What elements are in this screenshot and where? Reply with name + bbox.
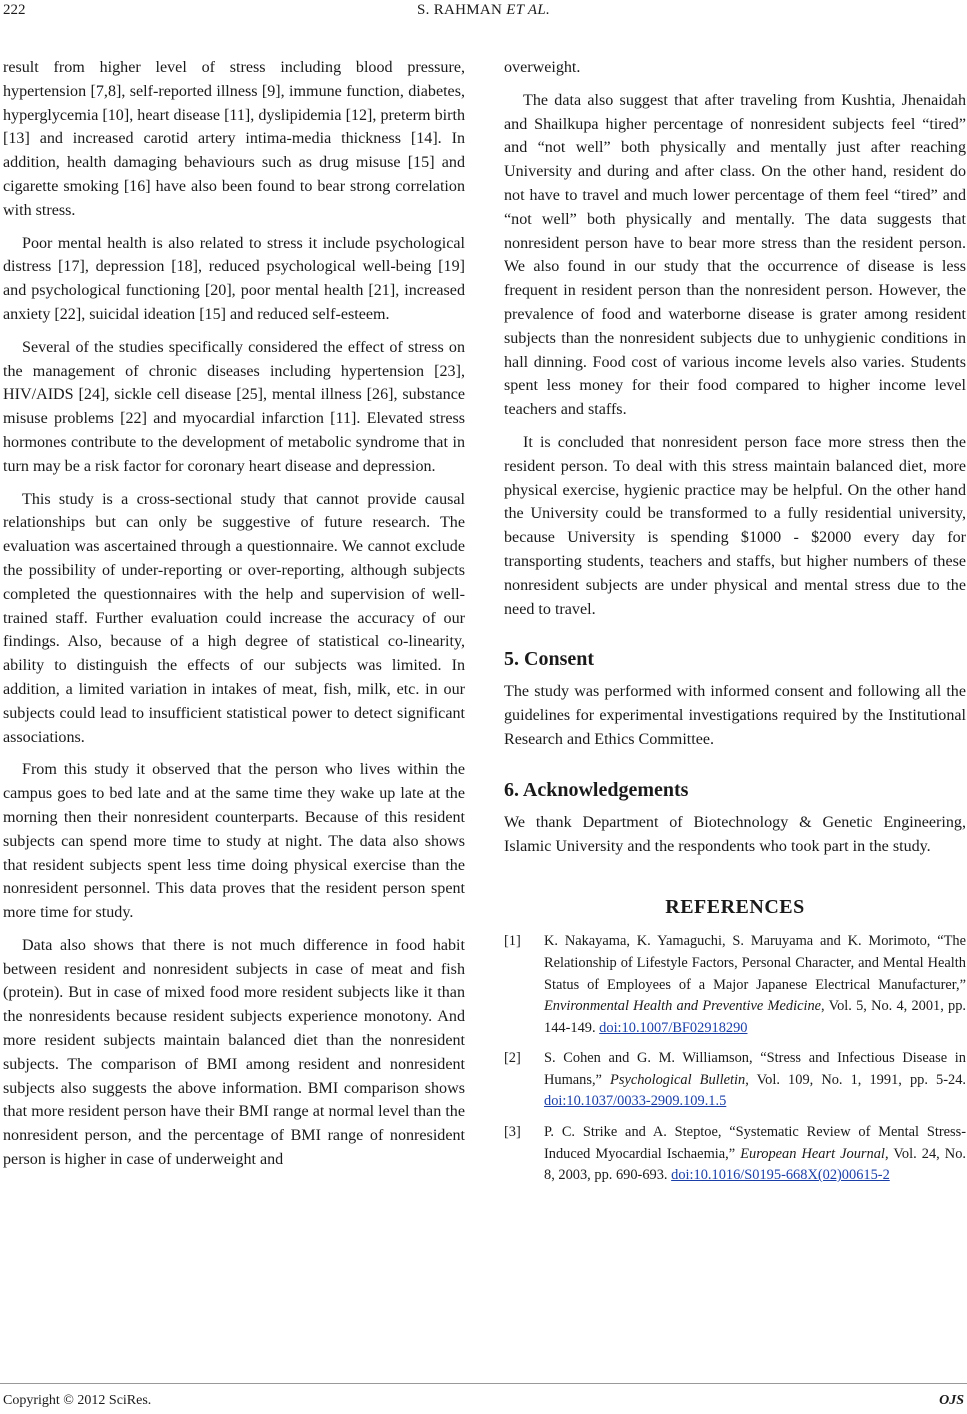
doi-link[interactable]: doi:10.1007/BF02918290 [599, 1019, 748, 1036]
reference-item [504, 931, 966, 1039]
reference-item [504, 1122, 966, 1187]
body-paragraph: Several of the studies specifically considered the effect of stress on the management of chronic diseases including hypertension [23], HIV/AIDS [24], sickle cell disease [25], mental illness [26], substance misuse problems [22] and myocardial infarction [11]. Elevated stress hormones contribute to the development of metabolic syndrome that in turn may be a risk factor for coronary heart disease and depression. [3, 338, 465, 475]
reference-text [544, 1122, 966, 1187]
body-paragraph: result from higher level of stress including blood pressure, hypertension [7,8], self-reported illness [9], immune function, diabetes, hyperglycemia [10], heart disease [11], dyslipidemia [12], preterm birth [13] and increased carotid artery intima-media thickness [14]. In addition, health damaging behaviours such as drug misuse [15] and cigarette smoking [16] have also been found to bear strong correlation with stress. [3, 59, 465, 219]
reference-authors-title: K. Nakayama, K. Yamaguchi, S. Maruyama and K. Morimoto, “The Relationship of Lifestyle Factors, Personal Character, and Mental Health Status of Employees of a Major Japanese Electrical Manufacturer,” [544, 933, 966, 993]
reference-authors-title: S. Cohen and G. M. Williamson, “Stress and Infectious Disease in Humans,” [544, 1050, 966, 1088]
reference-journal: Environmental Health and Preventive Medicine [544, 998, 822, 1015]
body-paragraph: This study is a cross-sectional study that cannot provide causal relationships but can only be suggestive of future research. The evaluation was ascertained through a questionnaire. We cannot exclude the possibility of under-reporting or over-reporting, although subjects completed the questionnaires with the help and supervision of well-trained staff. Further evaluation could increase the accuracy of our findings. Also, because of a high degree of statistical co-linearity, ability to distinguish the effects of our subjects was limited. In addition, a limited variation in intakes of meat, fish, milk, etc. in our subjects could lead to insufficient statistical power to detect significant associations. [3, 490, 465, 746]
body-paragraph: Poor mental health is also related to stress it include psychological distress [17], depression [18], reduced psychological well-being [19] and psychological functioning [20], poor mental health [21], increased anxiety [22], suicidal ideation [15] and reduced self-esteem. [3, 234, 465, 323]
body-paragraph: It is concluded that nonresident person face more stress then the resident person. To deal with this stress maintain balanced diet, more physical exercise, hygienic practice may be helpful. On the other hand the University could be transformed to a fully residential university, because University is spending $1000 - $2000 every day for transporting students, teachers and staffs, but higher numbers of these nonresident subjects are under physical and mental stress due to the need to travel. [504, 433, 966, 618]
acknowledgements-paragraph: We thank Department of Biotechnology & Genetic Engineering, Islamic University and the respondents who took part in the study. [504, 813, 966, 855]
reference-authors-title: P. C. Strike and A. Steptoe, “Systematic Review of Mental Stress-Induced Myocardial Ischaemia,” [544, 1124, 966, 1162]
reference-journal: European Heart Journal [740, 1145, 885, 1162]
body-paragraph: The data also suggest that after traveling from Kushtia, Jhenaidah and Shailkupa higher percentage of nonresident subjects feel “tired” and “not well” both physically and mentally just after reaching University and during and after class. On the other hand, resident do not have to travel and much lower percentage of them feel “tired” and “not well” both physically and mentally. The data suggests that nonresident person have to bear more stress than the resident person. We also found in our study that the occurrence of disease is less frequent in resident person than the nonresident person. However, the prevalence of food and waterborne disease is grater among resident subjects than the nonresident subjects due to unhygienic conditions in hall dinning. Food cost of various income levels also varies. Students spent less money for their food compared to higher income level teachers and staffs. [504, 91, 966, 419]
copyright-notice: Copyright © 2012 SciRes. [3, 1393, 152, 1408]
reference-details: , Vol. 24, No. 8, 2003, pp. 690-693. [544, 1145, 966, 1184]
reference-text [544, 1048, 966, 1113]
doi-link[interactable]: doi:10.1016/S0195-668X(02)00615-2 [671, 1167, 890, 1184]
running-head-author: S. RAHMAN [416, 2, 503, 18]
reference-journal: Psychological Bulletin [610, 1071, 746, 1088]
reference-details: , Vol. 109, No. 1, 1991, pp. 5-24. [745, 1071, 966, 1088]
running-head [0, 2, 967, 19]
reference-number: [3] [504, 1124, 521, 1141]
consent-paragraph: The study was performed with informed consent and following all the guidelines for experimental investigations required by the Institutional Research and Ethics Committee. [504, 683, 966, 748]
acknowledgements-heading: 6. Acknowledgements [504, 778, 689, 801]
reference-details: , Vol. 5, No. 4, 2001, pp. 144-149. [544, 998, 966, 1036]
page-number: 222 [3, 2, 26, 18]
body-paragraph: From this study it observed that the person who lives within the campus goes to bed late and at the same time they wake up late at the morning then their nonresident counterparts. Because of this resident subjects can spend more time to study at night. The data also shows that resident subjects spent less time doing physical exercise than the nonresident personnel. This data proves that the resident person spent more time for study. [3, 761, 465, 922]
running-head-etal: ET AL. [506, 2, 551, 18]
references-heading: REFERENCES [665, 896, 805, 919]
footer-divider [0, 1383, 967, 1384]
right-column [504, 56, 966, 1196]
doi-link[interactable]: doi:10.1037/0033-2909.109.1.5 [544, 1093, 727, 1110]
body-paragraph: Data also shows that there is not much difference in food habit between resident and nonresident subjects in case of meat and fish (protein). But in case of mixed food more resident subjects like it than the nonresidents because resident subjects experience monotony. And more resident subjects maintain balanced diet than the nonresident subjects. The comparison of BMI among resident and nonresident subjects also suggests the above information. BMI comparison shows that more resident person have their BMI range at normal level than the nonresident person, and the percentage of BMI range of nonresident person is higher in case of underweight and [3, 936, 465, 1169]
left-column [3, 56, 465, 1181]
reference-number: [2] [504, 1050, 521, 1067]
reference-number: [1] [504, 933, 521, 950]
reference-text [544, 931, 966, 1039]
consent-heading: 5. Consent [504, 648, 595, 671]
reference-item [504, 1048, 966, 1113]
body-paragraph: overweight. [504, 59, 581, 76]
journal-abbreviation: OJS [939, 1393, 964, 1408]
